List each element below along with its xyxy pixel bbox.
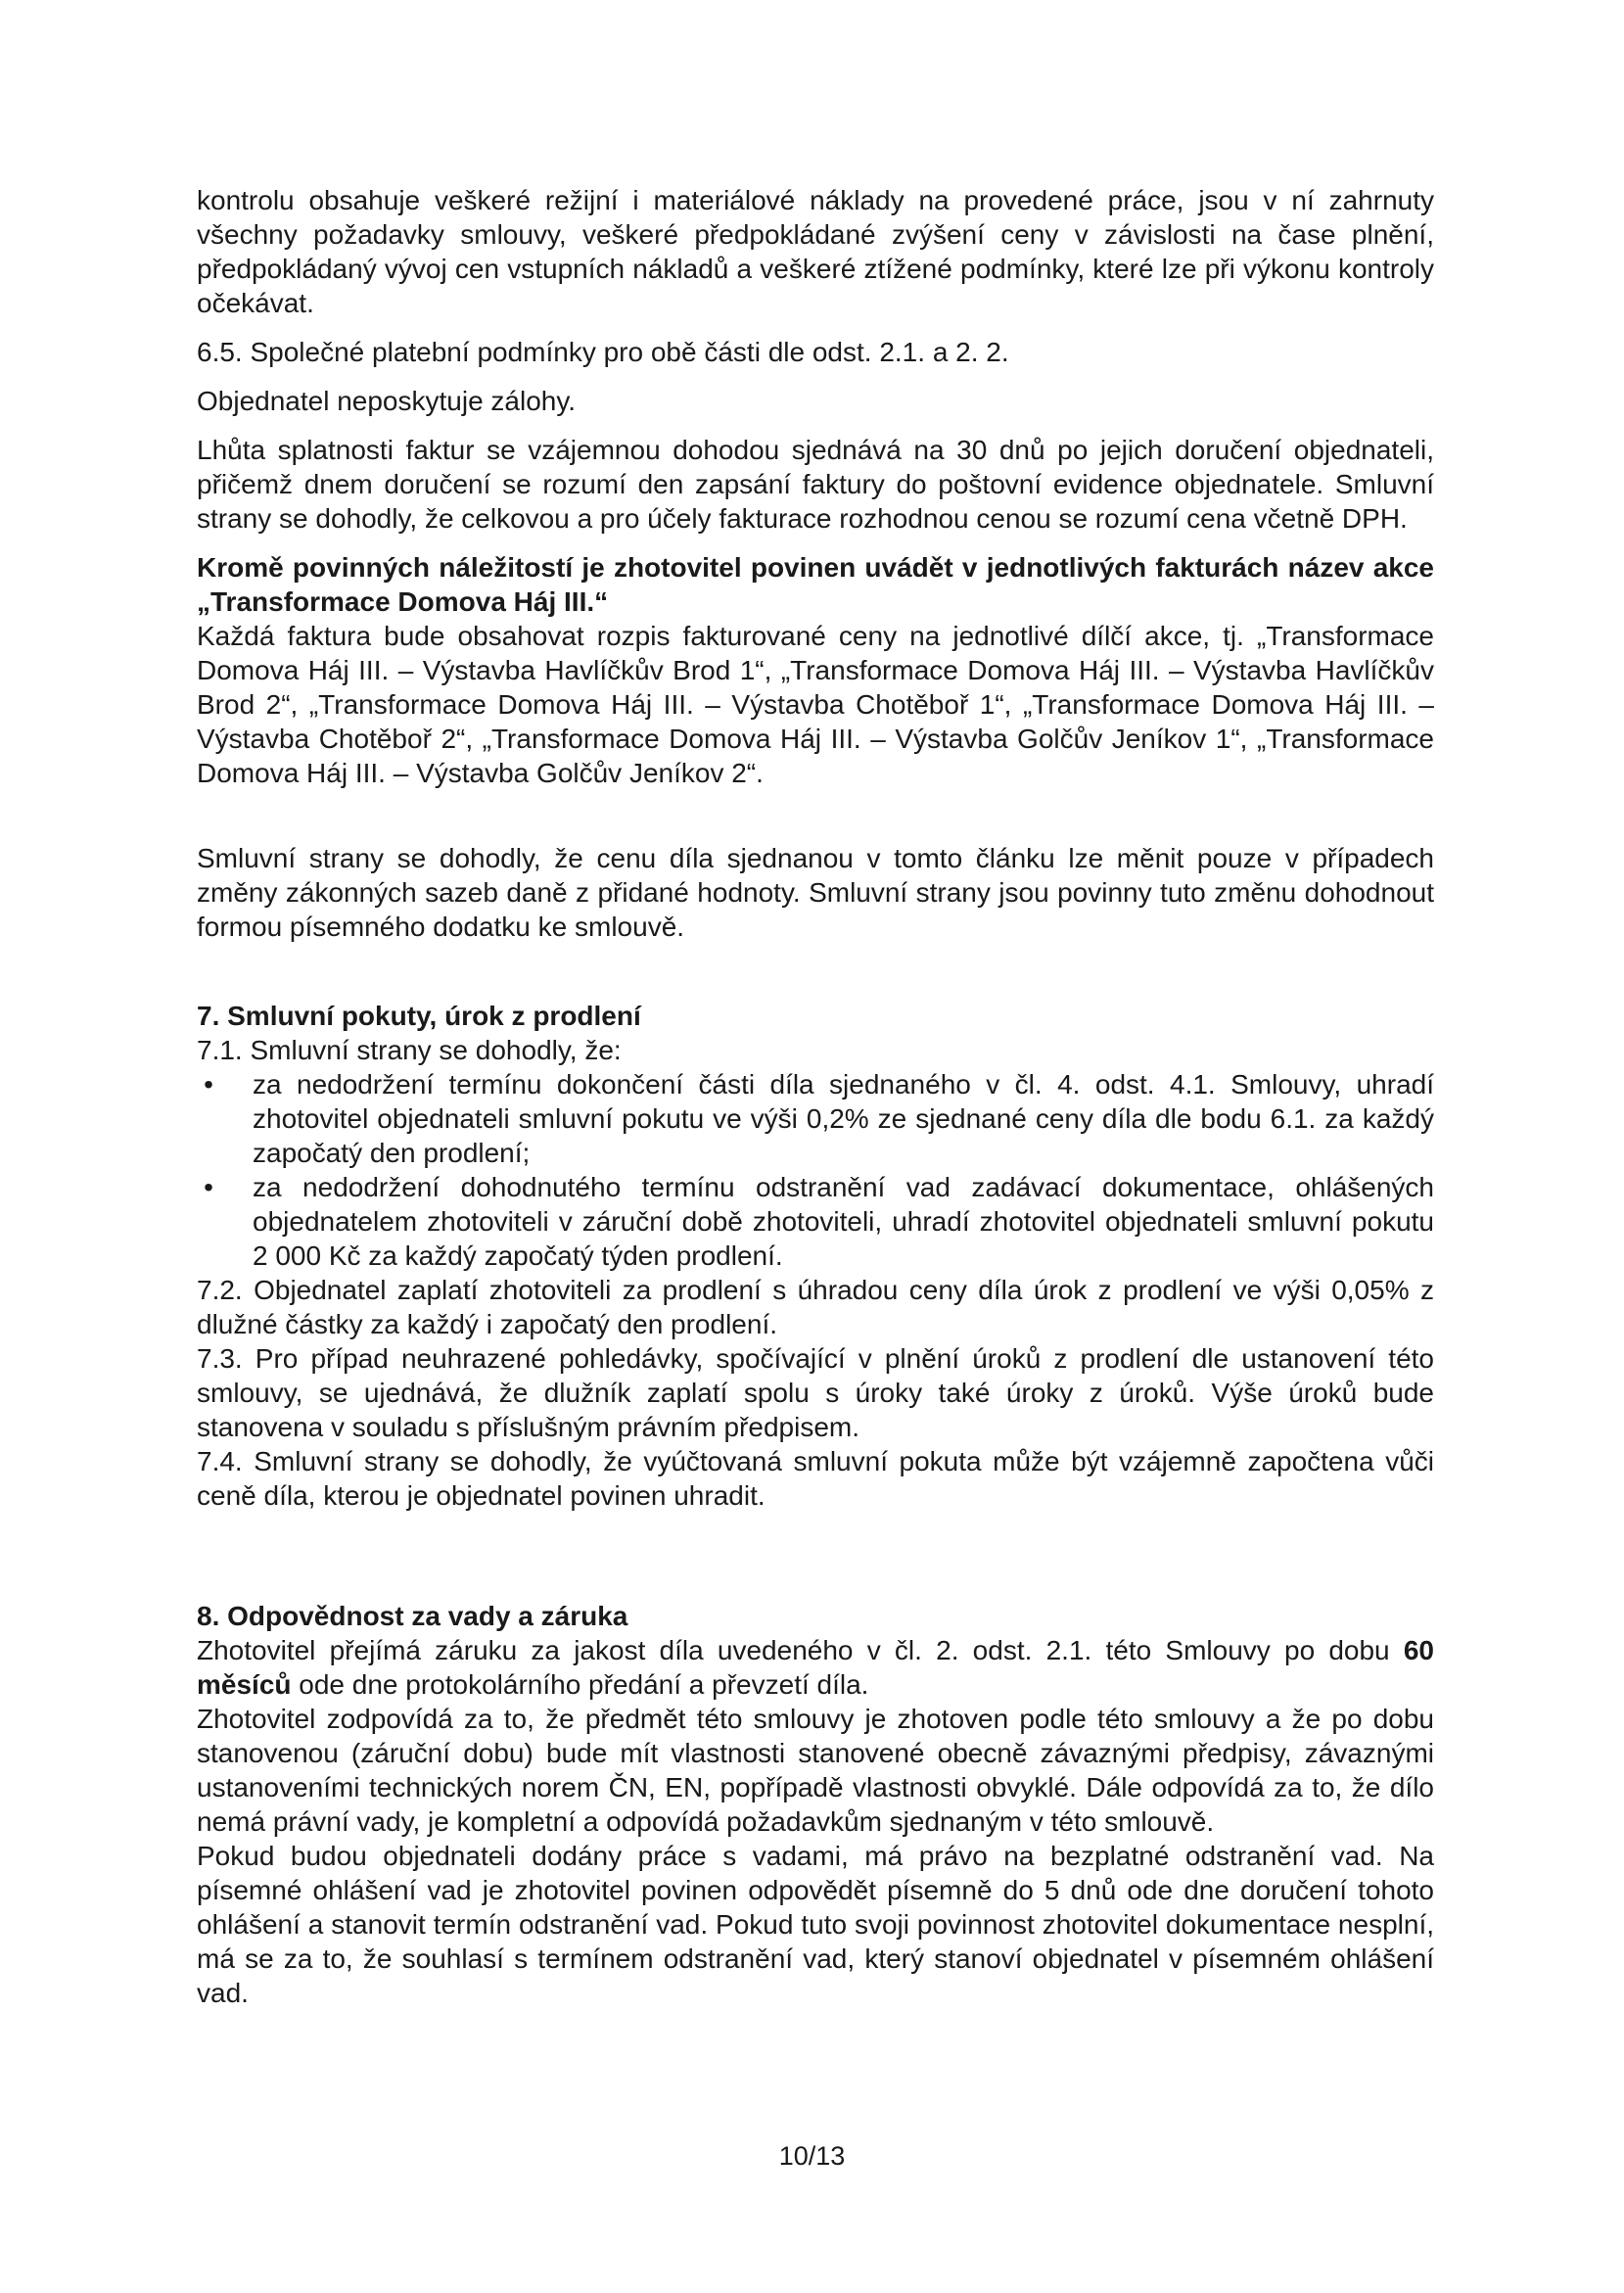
list-item bbox=[197, 1170, 1434, 1273]
page-content bbox=[197, 183, 1434, 2010]
section-8-heading: 8. Odpovědnost za vady a záruka bbox=[197, 1601, 628, 1631]
list-item-text: za nedodržení dohodnutého termínu odstranění vad zadávací dokumentace, ohlášených objednatelem zhotoviteli v záruční době zhotoviteli, uhradí zhotovitel objednateli smluvní pokutu 2 000 Kč za každý započatý týden prodlení. bbox=[253, 1172, 1434, 1271]
invoice-requirement-paragraph: Kromě povinných náležitostí je zhotovitel povinen uvádět v jednotlivých fakturách název akce „Transformace Domova Háj III.“ bbox=[197, 552, 1434, 617]
penalty-list bbox=[197, 1067, 1434, 1273]
price-change-paragraph: Smluvní strany se dohodly, že cenu díla sjednanou v tomto článku lze měnit pouze v případech změny zákonných sazeb daně z přidané hodnoty. Smluvní strany jsou povinny tuto změnu dohodnout formou písemného dodatku ke smlouvě. bbox=[197, 843, 1434, 942]
intro-paragraph: kontrolu obsahuje veškeré režijní i materiálové náklady na provedené práce, jsou v ní zahrnuty všechny požadavky smlouvy, veškeré předpokládané zvýšení ceny v závislosti na čase plnění, předpokládaný vývoj cen vstupních nákladů a veškeré ztížené podmínky, které lze při výkonu kontroly očekávat. bbox=[197, 185, 1434, 318]
clause-7-1: 7.1. Smluvní strany se dohodly, že: bbox=[197, 1035, 622, 1065]
warranty-period: 60 měsíců bbox=[197, 1635, 1435, 1700]
clause-7-3: 7.3. Pro případ neuhrazené pohledávky, spočívající v plnění úroků z prodlení dle ustanovení této smlouvy, se ujednává, že dlužník zaplatí spolu s úroky také úroky z úroků. Výše úroků bude stanovena v souladu s příslušným právním předpisem. bbox=[197, 1343, 1434, 1442]
clause-7-4: 7.4. Smluvní strany se dohodly, že vyúčtovaná smluvní pokuta může být vzájemně započtena vůči ceně díla, kterou je objednatel povinen uhradit. bbox=[197, 1446, 1434, 1511]
section-6-5-heading: 6.5. Společné platební podmínky pro obě části dle odst. 2.1. a 2. 2. bbox=[197, 337, 1009, 367]
list-item bbox=[197, 1067, 1434, 1170]
warranty-text-before: Zhotovitel přejímá záruku za jakost díla uvedeného v čl. 2. odst. 2.1. této Smlouvy po dobu bbox=[197, 1635, 1390, 1665]
warranty-paragraph bbox=[197, 1633, 1434, 1702]
page-number: 10/13 bbox=[778, 2141, 846, 2171]
warranty-text-after: ode dne protokolárního předání a převzetí díla. bbox=[299, 1669, 869, 1700]
no-advance-paragraph: Objednatel neposkytuje zálohy. bbox=[197, 386, 577, 416]
responsibility-paragraph: Zhotovitel zodpovídá za to, že předmět této smlouvy je zhotoven podle této smlouvy a že po dobu stanovenou (záruční dobu) bude mít vlastnosti stanovené obecně závaznými předpisy, závaznými ustanoveními technických norem ČN, EN, popřípadě vlastnosti obvyklé. Dále odpovídá za to, že dílo nemá právní vady, je kompletní a odpovídá požadavkům sjednaným v této smlouvě. bbox=[197, 1704, 1434, 1837]
list-item-text: za nedodržení termínu dokončení části díla sjednaného v čl. 4. odst. 4.1. Smlouvy, uhradí zhotovitel objednateli smluvní pokutu ve výši 0,2% ze sjednané ceny díla dle bodu 6.1. za každý započatý den prodlení; bbox=[253, 1069, 1434, 1168]
section-7-heading: 7. Smluvní pokuty, úrok z prodlení bbox=[197, 1001, 641, 1031]
payment-terms-paragraph: Lhůta splatnosti faktur se vzájemnou dohodou sjednává na 30 dnů po jejich doručení objednateli, přičemž dnem doručení se rozumí den zapsání faktury do poštovní evidence objednatele. Smluvní strany se dohodly, že celkovou a pro účely fakturace rozhodnou cenou se rozumí cena včetně DPH. bbox=[197, 435, 1434, 534]
clause-7-2: 7.2. Objednatel zaplatí zhotoviteli za prodlení s úhradou ceny díla úrok z prodlení ve výši 0,05% z dlužné částky za každý i započatý den prodlení. bbox=[197, 1275, 1434, 1339]
bullet-icon: • bbox=[204, 1172, 213, 1202]
bullet-icon: • bbox=[204, 1069, 213, 1100]
defects-paragraph: Pokud budou objednateli dodány práce s vadami, má právo na bezplatné odstranění vad. Na písemné ohlášení vad je zhotovitel povinen odpovědět písemně do 5 dnů ode dne doručení tohoto ohlášení a stanovit termín odstranění vad. Pokud tuto svoji povinnost zhotovitel dokumentace nesplní, má se za to, že souhlasí s termínem odstranění vad, který stanoví objednatel v písemném ohlášení vad. bbox=[197, 1841, 1434, 2008]
invoice-breakdown-paragraph: Každá faktura bude obsahovat rozpis fakturované ceny na jednotlivé dílčí akce, tj. „Transformace Domova Háj III. – Výstavba Havlíčkův Brod 1“, „Transformace Domova Háj III. – Výstavba Havlíčkův Brod 2“, „Transformace Domova Háj III. – Výstavba Chotěboř 1“, „Transformace Domova Háj III. – Výstavba Chotěboř 2“, „Transformace Domova Háj III. – Výstavba Golčův Jeníkov 1“, „Transformace Domova Háj III. – Výstavba Golčův Jeníkov 2“. bbox=[197, 621, 1434, 788]
